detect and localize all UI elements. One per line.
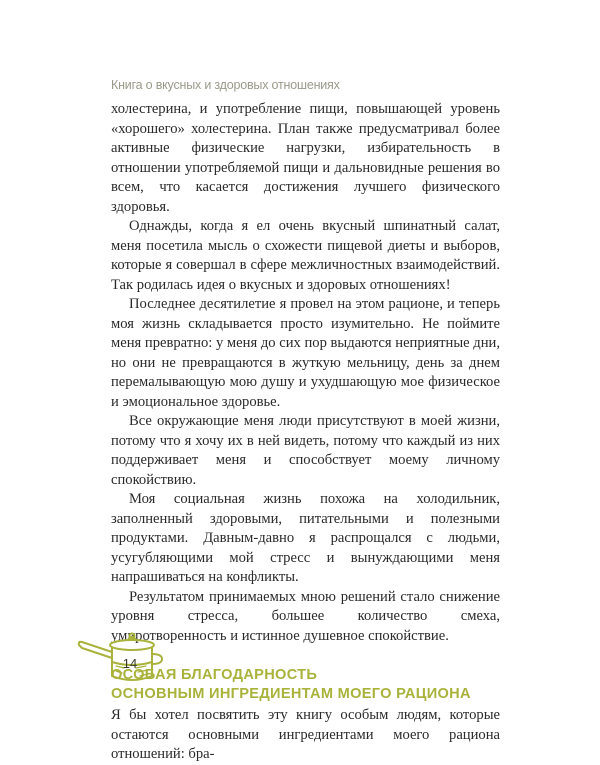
section-heading-line-2: ОСНОВНЫМ ИНГРЕДИЕНТАМ МОЕГО РАЦИОНА — [111, 686, 471, 702]
page-number: 14 — [122, 656, 138, 671]
paragraph-1: холестерина, и употребление пищи, повышающей уровень «хорошего» холестерина. План также предусматривал более активные физические нагрузки, избирательность в отношении употребляемой пищи и дальновидные решения во всем, что касается достижения лучшего физического здоровья. — [111, 101, 500, 215]
paragraph-dedication: Я бы хотел посвятить эту книгу особым людям, которые остаются основными ингредиентами моего рациона отношений: бра- — [111, 707, 500, 762]
paragraph-5: Моя социальная жизнь похожа на холодильник, заполненный здоровыми, питательными и полезными продуктами. Давным-давно я распрощался с людьми, усугубляющими мой стресс и вынуждающими меня напрашиваться на конфликты. — [111, 491, 500, 585]
paragraph-6: Результатом принимаемых мною решений стало снижение уровня стресса, большее количество смеха, умиротворенность и истинное душевное спокойствие. — [111, 588, 500, 644]
paragraph-4: Все окружающие меня люди присутствуют в моей жизни, потому что я хочу их в ней видеть, потому что каждый из них поддерживает меня и способствует моему личному спокойствию. — [111, 413, 500, 488]
section-heading-line-1: ОСОБАЯ БЛАГОДАРНОСТЬ — [111, 667, 318, 683]
running-head: Книга о вкусных и здоровых отношениях — [111, 78, 340, 92]
paragraph-2: Однажды, когда я ел очень вкусный шпинатный салат, меня посетила мысль о схожести пищевой диеты и выборов, которые я совершал в сфере межличностных взаимодействий. Так родилась идея о вкусных и здоровых отношениях! — [111, 218, 500, 293]
paragraph-3: Последнее десятилетие я провел на этом рационе, и теперь моя жизнь складывается просто изумительно. Не поймите меня превратно: у меня до сих пор выдаются неприятные дни, но они не превращаются в жуткую мельницу, день за днем перемалывающую мою душу и ухудшающую мое физическое и эмоциональное здоровье. — [111, 296, 500, 410]
